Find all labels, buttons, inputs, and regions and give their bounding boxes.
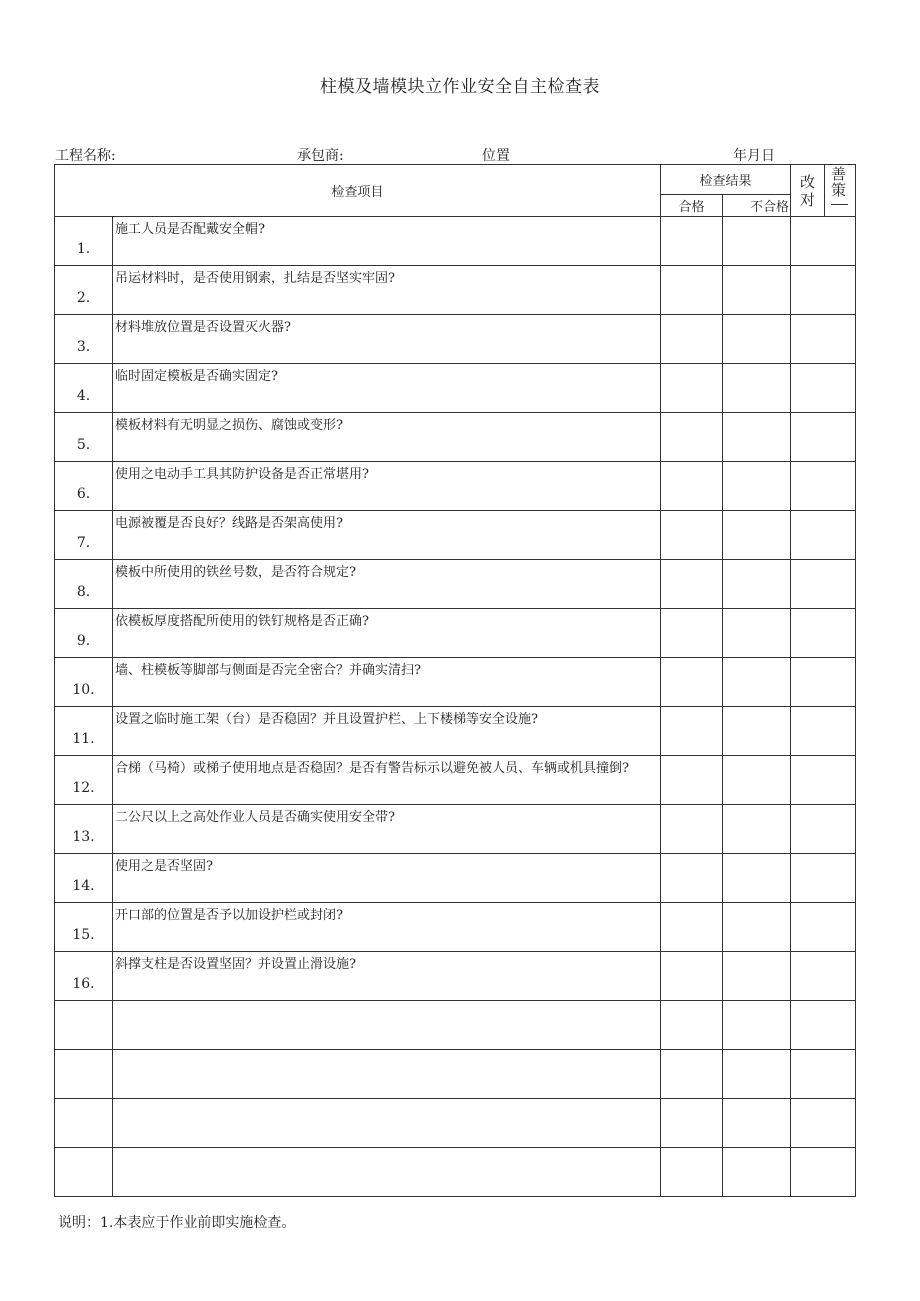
pass-cell[interactable]: [661, 1148, 723, 1197]
fix-measure-cell[interactable]: [791, 511, 856, 560]
fix-measure-cell[interactable]: [791, 1050, 856, 1099]
pass-cell[interactable]: [661, 217, 723, 266]
check-item-text: 模板材料有无明显之损伤、腐蚀或变形?: [113, 413, 661, 462]
empty-row: [55, 1001, 856, 1050]
row-number-cell[interactable]: [55, 1001, 113, 1050]
row-number: 4.: [55, 364, 113, 413]
fail-cell[interactable]: [723, 1099, 791, 1148]
fail-cell[interactable]: [723, 1148, 791, 1197]
row-number-cell[interactable]: [55, 1050, 113, 1099]
fix-measure-cell[interactable]: [791, 217, 856, 266]
pass-cell[interactable]: [661, 952, 723, 1001]
table-row: [55, 560, 856, 609]
empty-row: [55, 1148, 856, 1197]
fail-cell[interactable]: [723, 560, 791, 609]
fail-cell[interactable]: [723, 364, 791, 413]
check-item-text: 电源被覆是否良好？线路是否架高使用?: [113, 511, 661, 560]
fail-cell[interactable]: [723, 266, 791, 315]
empty-row: [55, 1099, 856, 1148]
row-number: 15.: [55, 903, 113, 952]
fail-cell[interactable]: [723, 903, 791, 952]
table-row: [55, 315, 856, 364]
check-item-cell[interactable]: [113, 1099, 661, 1148]
header-fail: 不合格: [723, 195, 791, 217]
fail-cell[interactable]: [723, 1050, 791, 1099]
fail-cell[interactable]: [723, 315, 791, 364]
footnote: 说明：1.本表应于作业前即实施检查。: [58, 1215, 296, 1231]
pass-cell[interactable]: [661, 805, 723, 854]
fix-measure-cell[interactable]: [791, 707, 856, 756]
fail-cell[interactable]: [723, 707, 791, 756]
pass-cell[interactable]: [661, 1001, 723, 1050]
check-item-cell[interactable]: [113, 1050, 661, 1099]
pass-cell[interactable]: [661, 609, 723, 658]
check-item-text: 使用之电动手工具其防护设备是否正常堪用?: [113, 462, 661, 511]
row-number: 7.: [55, 511, 113, 560]
fix-measure-cell[interactable]: [791, 903, 856, 952]
fix-measure-cell[interactable]: [791, 1001, 856, 1050]
header-check-result: 检查结果: [661, 165, 791, 195]
pass-cell[interactable]: [661, 658, 723, 707]
table-row: [55, 413, 856, 462]
table-row: [55, 266, 856, 315]
pass-cell[interactable]: [661, 364, 723, 413]
fail-cell[interactable]: [723, 854, 791, 903]
check-item-text: 使用之是否坚固?: [113, 854, 661, 903]
row-number: 1.: [55, 217, 113, 266]
pass-cell[interactable]: [661, 854, 723, 903]
pass-cell[interactable]: [661, 1099, 723, 1148]
header-fix-divider: [824, 165, 825, 217]
check-item-text: 吊运材料时，是否使用钢索，扎结是否坚实牢固?: [113, 266, 661, 315]
fail-cell[interactable]: [723, 511, 791, 560]
pass-cell[interactable]: [661, 462, 723, 511]
table-row: [55, 903, 856, 952]
check-item-text: 斜撑支柱是否设置坚固？并设置止滑设施?: [113, 952, 661, 1001]
project-name-label: 工程名称:: [55, 148, 116, 164]
fix-measure-cell[interactable]: [791, 854, 856, 903]
location-label: 位置: [482, 148, 510, 164]
table-row: [55, 462, 856, 511]
pass-cell[interactable]: [661, 315, 723, 364]
fix-measure-cell[interactable]: [791, 462, 856, 511]
pass-cell[interactable]: [661, 413, 723, 462]
pass-cell[interactable]: [661, 1050, 723, 1099]
check-item-cell[interactable]: [113, 1001, 661, 1050]
row-number: 6.: [55, 462, 113, 511]
fail-cell[interactable]: [723, 658, 791, 707]
fix-measure-cell[interactable]: [791, 952, 856, 1001]
row-number: 10.: [55, 658, 113, 707]
check-item-text: 模板中所使用的铁丝号数，是否符合规定?: [113, 560, 661, 609]
empty-row: [55, 1050, 856, 1099]
row-number: 13.: [55, 805, 113, 854]
table-row: [55, 756, 856, 805]
check-item-text: 设置之临时施工架（台）是否稳固？并且设置护栏、上下楼梯等安全设施?: [113, 707, 661, 756]
date-label: 年月日: [733, 148, 775, 164]
check-item-text: 墙、柱模板等脚部与侧面是否完全密合？并确实清扫?: [113, 658, 661, 707]
fix-measure-cell[interactable]: [791, 658, 856, 707]
row-number: 3.: [55, 315, 113, 364]
header-check-item: 检查项目: [55, 165, 661, 217]
table-row: [55, 217, 856, 266]
fail-cell[interactable]: [723, 1001, 791, 1050]
fail-cell[interactable]: [723, 413, 791, 462]
check-item-text: 开口部的位置是否予以加设护栏或封闭?: [113, 903, 661, 952]
fail-cell[interactable]: [723, 756, 791, 805]
fail-cell[interactable]: [723, 805, 791, 854]
pass-cell[interactable]: [661, 707, 723, 756]
row-number-cell[interactable]: [55, 1148, 113, 1197]
header-fix-char: 策: [831, 181, 847, 199]
header-fix-char: 对: [800, 191, 816, 209]
check-item-cell[interactable]: [113, 1148, 661, 1197]
table-row: [55, 364, 856, 413]
table-row: [55, 952, 856, 1001]
pass-cell[interactable]: [661, 266, 723, 315]
fix-measure-cell[interactable]: [791, 315, 856, 364]
fail-cell[interactable]: [723, 462, 791, 511]
pass-cell[interactable]: [661, 756, 723, 805]
row-number: 9.: [55, 609, 113, 658]
fix-measure-cell[interactable]: [791, 266, 856, 315]
row-number: 11.: [55, 707, 113, 756]
header-fix-char: 改: [800, 173, 816, 191]
check-item-text: 材料堆放位置是否设置灭火器?: [113, 315, 661, 364]
fail-cell[interactable]: [723, 217, 791, 266]
table-row: [55, 854, 856, 903]
row-number: 8.: [55, 560, 113, 609]
check-item-text: 依模板厚度搭配所使用的铁钉规格是否正确?: [113, 609, 661, 658]
header-fix-measures: [791, 165, 856, 217]
row-number-cell[interactable]: [55, 1099, 113, 1148]
table-row: [55, 658, 856, 707]
row-number: 12.: [55, 756, 113, 805]
row-number: 16.: [55, 952, 113, 1001]
row-number: 2.: [55, 266, 113, 315]
fix-measure-cell[interactable]: [791, 560, 856, 609]
header-pass: 合格: [661, 195, 723, 217]
fail-cell[interactable]: [723, 609, 791, 658]
pass-cell[interactable]: [661, 560, 723, 609]
fail-cell[interactable]: [723, 952, 791, 1001]
fix-measure-cell[interactable]: [791, 756, 856, 805]
fix-measure-cell[interactable]: [791, 364, 856, 413]
check-item-text: 二公尺以上之高处作业人员是否确实使用安全带?: [113, 805, 661, 854]
form-title: 柱模及墙模块立作业安全自主检查表: [320, 77, 600, 97]
header-fix-divider: [831, 204, 848, 205]
check-item-text: 合梯（马椅）或梯子使用地点是否稳固？是否有警告标示以避免被人员、车辆或机具撞倒?: [113, 756, 661, 805]
table-row: [55, 609, 856, 658]
fix-measure-cell[interactable]: [791, 1148, 856, 1197]
check-item-text: 施工人员是否配戴安全帽?: [113, 217, 661, 266]
contractor-label: 承包商:: [297, 148, 344, 164]
inspection-table: [54, 164, 856, 1197]
check-item-text: 临时固定模板是否确实固定?: [113, 364, 661, 413]
table-header-row: [55, 165, 856, 195]
row-number: 14.: [55, 854, 113, 903]
header-fix-char: 善: [831, 165, 847, 183]
fix-measure-cell[interactable]: [791, 1099, 856, 1148]
table-row: [55, 805, 856, 854]
fix-measure-cell[interactable]: [791, 413, 856, 462]
fix-measure-cell[interactable]: [791, 609, 856, 658]
table-row: [55, 707, 856, 756]
fix-measure-cell[interactable]: [791, 805, 856, 854]
pass-cell[interactable]: [661, 511, 723, 560]
pass-cell[interactable]: [661, 903, 723, 952]
row-number: 5.: [55, 413, 113, 462]
table-row: [55, 511, 856, 560]
